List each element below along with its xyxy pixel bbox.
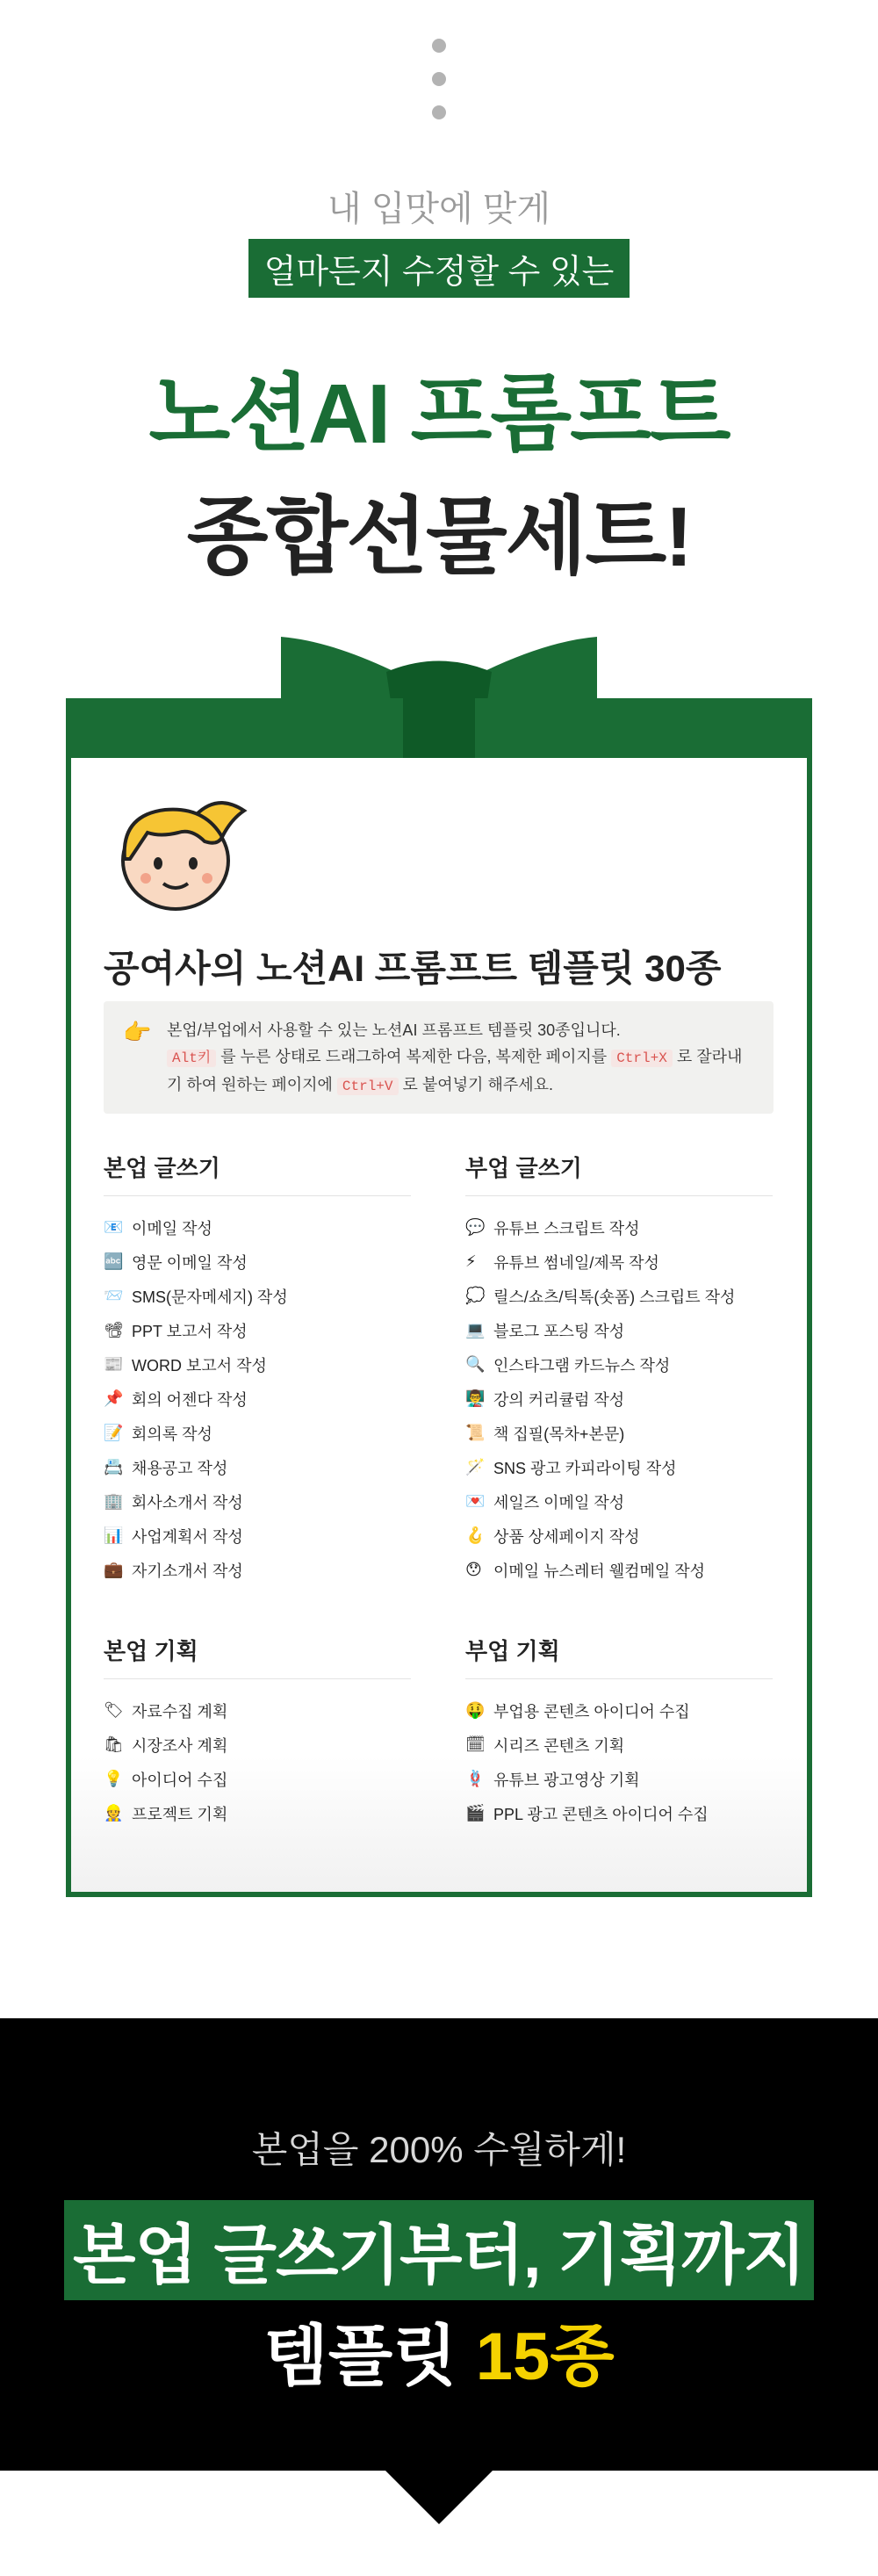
- template-item[interactable]: [104, 1484, 411, 1519]
- template-item[interactable]: [104, 1519, 411, 1553]
- dot-1: [432, 39, 446, 53]
- template-item-label: 시장조사 계획: [132, 1736, 228, 1755]
- template-item[interactable]: [465, 1553, 773, 1587]
- template-item-icon: 👨‍🏫: [465, 1389, 486, 1407]
- banner-count: 템플릿 15종: [263, 2320, 615, 2394]
- template-item[interactable]: [104, 1245, 411, 1279]
- template-item-icon: 🗓: [465, 1735, 486, 1753]
- template-item-label: 회사소개서 작성: [132, 1493, 243, 1512]
- template-item[interactable]: [104, 1796, 411, 1830]
- instruction-callout: [104, 1001, 774, 1114]
- template-item-label: 프로젝트 기획: [132, 1805, 228, 1823]
- template-item[interactable]: [104, 1762, 411, 1796]
- template-item-label: 릴스/쇼츠/틱톡(숏폼) 스크립트 작성: [493, 1288, 736, 1306]
- template-item-label: 인스타그램 카드뉴스 작성: [493, 1356, 671, 1375]
- template-item[interactable]: [465, 1210, 773, 1245]
- template-item-icon: 🤑: [465, 1701, 486, 1719]
- template-item-icon: 📽: [104, 1321, 124, 1339]
- template-item[interactable]: [465, 1245, 773, 1279]
- section-title: 부업 기획: [465, 1634, 773, 1679]
- template-item-label: SMS(문자메세지) 작성: [132, 1288, 288, 1306]
- template-item[interactable]: [465, 1796, 773, 1830]
- item-list: [104, 1693, 411, 1830]
- template-item[interactable]: [465, 1279, 773, 1313]
- template-item-icon: ⚡: [465, 1252, 477, 1270]
- item-list: [104, 1210, 411, 1587]
- template-item[interactable]: [465, 1450, 773, 1484]
- template-item[interactable]: [104, 1693, 411, 1728]
- template-item[interactable]: [465, 1693, 773, 1728]
- intro-line-2: 얼마든지 수정할 수 있는: [248, 239, 630, 298]
- banner-count-highlight: 15종: [475, 2320, 615, 2394]
- template-item-label: 시리즈 콘텐츠 기획: [493, 1736, 625, 1755]
- template-item[interactable]: [104, 1728, 411, 1762]
- template-item-icon: 🏢: [104, 1492, 124, 1510]
- template-item-label: 회의록 작성: [132, 1425, 212, 1443]
- banner-headline: 본업 글쓰기부터, 기획까지: [64, 2200, 814, 2300]
- template-item-icon: 🪢: [465, 1770, 486, 1787]
- template-item[interactable]: [465, 1484, 773, 1519]
- template-item[interactable]: [104, 1416, 411, 1450]
- template-item-icon: 🔤: [104, 1252, 124, 1270]
- template-item-label: 아이디어 수집: [132, 1771, 228, 1789]
- template-item-icon: 📰: [104, 1355, 124, 1373]
- gift-ribbon: [403, 698, 475, 758]
- template-item-label: PPL 광고 콘텐츠 아이디어 수집: [493, 1805, 709, 1823]
- template-item-label: 회의 어젠다 작성: [132, 1390, 248, 1409]
- template-item-icon: 📧: [104, 1218, 124, 1236]
- template-item-label: 블로그 포스팅 작성: [493, 1322, 625, 1340]
- template-item[interactable]: [465, 1382, 773, 1416]
- template-item-label: 세일즈 이메일 작성: [493, 1493, 625, 1512]
- template-item-icon: 💬: [465, 1218, 486, 1236]
- banner-subtitle: 본업을 200% 수월하게!: [251, 2129, 627, 2170]
- card-title: 공여사의 노션AI 프롬프트 템플릿 30종: [104, 948, 722, 989]
- template-item-icon: 💌: [465, 1492, 486, 1510]
- template-item-icon: 📜: [465, 1424, 486, 1441]
- template-item-icon: 🪝: [465, 1526, 486, 1544]
- template-item-label: 상품 상세페이지 작성: [493, 1527, 640, 1546]
- kbd-alt: Alt키: [167, 1050, 216, 1067]
- headline-title-2: 종합선물세트!: [186, 490, 692, 584]
- template-item-icon: 📊: [104, 1526, 124, 1544]
- template-item-label: PPT 보고서 작성: [132, 1322, 248, 1340]
- down-arrow-icon: [385, 2470, 493, 2524]
- intro-line-1: 내 입맛에 맞게: [327, 190, 551, 228]
- girl-avatar-icon: [112, 797, 253, 916]
- template-item[interactable]: [465, 1762, 773, 1796]
- headline-title-1: 노션AI 프롬프트: [148, 367, 730, 461]
- template-item-label: 유튜브 스크립트 작성: [493, 1219, 640, 1237]
- item-list: [465, 1693, 773, 1830]
- template-item-label: 부업용 콘텐츠 아이디어 수집: [493, 1702, 690, 1721]
- template-item-label: 사업계획서 작성: [132, 1527, 243, 1546]
- template-item-label: 이메일 작성: [132, 1219, 212, 1237]
- template-item-label: 영문 이메일 작성: [132, 1253, 248, 1272]
- template-item-icon: 🔍: [465, 1355, 486, 1373]
- template-item[interactable]: [465, 1416, 773, 1450]
- section-title: 부업 글쓰기: [465, 1151, 773, 1196]
- section-title: 본업 글쓰기: [104, 1151, 411, 1196]
- template-item-label: 자료수집 계획: [132, 1702, 228, 1721]
- template-item[interactable]: [465, 1728, 773, 1762]
- item-list: [465, 1210, 773, 1587]
- section-main-writing: [104, 1151, 411, 1587]
- template-item-icon: 📝: [104, 1424, 124, 1441]
- template-item[interactable]: [104, 1279, 411, 1313]
- template-item-label: 채용공고 작성: [132, 1459, 228, 1477]
- section-side-planning: [465, 1634, 773, 1830]
- dot-2: [432, 72, 446, 86]
- template-item-icon: 💡: [104, 1770, 124, 1787]
- kbd-ctrl-v: Ctrl+V: [337, 1078, 399, 1095]
- dot-3: [432, 105, 446, 119]
- template-item-label: SNS 광고 카피라이팅 작성: [493, 1459, 677, 1477]
- template-item-icon: 🎬: [465, 1804, 486, 1822]
- kbd-ctrl-x: Ctrl+X: [611, 1050, 673, 1067]
- section-side-writing: [465, 1151, 773, 1587]
- template-item-icon: 🛍: [104, 1735, 124, 1753]
- template-item[interactable]: [465, 1347, 773, 1382]
- template-item-icon: 💼: [104, 1561, 124, 1578]
- template-item[interactable]: [104, 1210, 411, 1245]
- template-item[interactable]: [465, 1519, 773, 1553]
- template-item[interactable]: [104, 1382, 411, 1416]
- template-item[interactable]: [104, 1313, 411, 1347]
- template-item-icon: 😯: [465, 1561, 482, 1578]
- template-item-icon: 💻: [465, 1321, 486, 1339]
- section-title: 본업 기획: [104, 1634, 411, 1679]
- template-item-icon: 👷: [104, 1804, 124, 1822]
- template-item-label: WORD 보고서 작성: [132, 1356, 267, 1375]
- template-item-label: 책 집필(목차+본문): [493, 1425, 625, 1443]
- section-main-planning: [104, 1634, 411, 1830]
- template-item-icon: 🪄: [465, 1458, 486, 1476]
- template-item-icon: 📌: [104, 1389, 124, 1407]
- template-item-label: 유튜브 썸네일/제목 작성: [493, 1253, 659, 1272]
- template-item[interactable]: [104, 1553, 411, 1587]
- template-item-icon: 💭: [465, 1287, 486, 1304]
- template-item-label: 유튜브 광고영상 기획: [493, 1771, 640, 1789]
- template-item[interactable]: [104, 1347, 411, 1382]
- template-item-icon: 🏷: [104, 1701, 124, 1719]
- template-item-label: 강의 커리큘럼 작성: [493, 1390, 625, 1409]
- template-item[interactable]: [104, 1450, 411, 1484]
- callout-text: 본업/부업에서 사용할 수 있는 노션AI 프롬프트 템플릿 30종입니다. Alt키 를 누른 상태로 드래그하여 복제한 다음, 복제한 페이지를 Ctrl+X 로 잘라내기 하여 원하는 페이지에 Ctrl+V 로 붙여넣기 해주세요.: [167, 1021, 743, 1094]
- template-item[interactable]: [465, 1313, 773, 1347]
- template-item-icon: 📨: [104, 1287, 124, 1304]
- scroll-dots: [430, 39, 448, 139]
- pointing-hand-icon: 👉: [123, 1019, 152, 1045]
- template-item-label: 자기소개서 작성: [132, 1562, 243, 1580]
- template-item-icon: 📇: [104, 1458, 124, 1476]
- template-item-label: 이메일 뉴스레터 웰컴메일 작성: [493, 1562, 706, 1580]
